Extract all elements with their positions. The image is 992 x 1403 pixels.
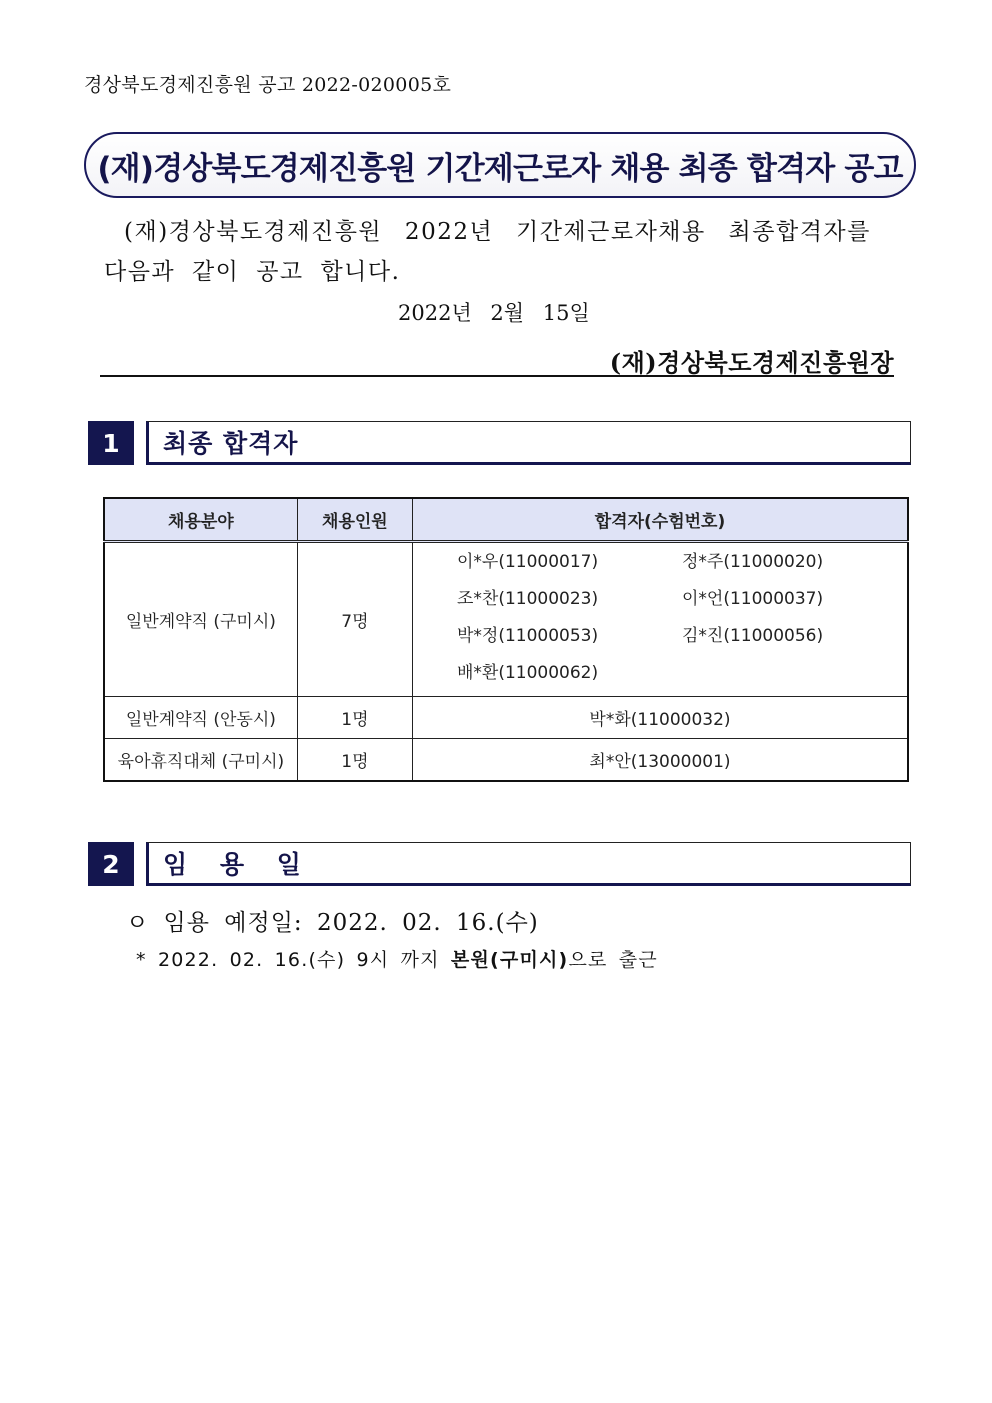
candidates-cell (412, 542, 908, 697)
count-cell: 7명 (297, 542, 412, 697)
header-candidates: 합격자(수험번호) (412, 498, 908, 542)
candidates-cell: 최*안(13000001) (412, 739, 908, 782)
divider (100, 375, 894, 377)
candidate-name: 김*진(11000056) (681, 626, 824, 646)
intro-line-1: (재)경상북도경제진흥원 2022년 기간제근로자채용 최종합격자를 (124, 219, 871, 245)
section-2-title: 임 용 일 (146, 842, 911, 886)
table-row (104, 697, 908, 739)
header-count: 채용인원 (297, 498, 412, 542)
table-header-row (104, 498, 908, 542)
issuer-name: (재)경상북도경제진흥원장 (609, 348, 894, 377)
count-cell: 1명 (297, 739, 412, 782)
appointment-note (136, 945, 658, 972)
announcement-date: 2022년 2월 15일 (398, 301, 590, 325)
candidate-name: 이*우(11000017) (456, 552, 599, 572)
field-cell: 육아휴직대체 (구미시) (104, 739, 297, 782)
intro-line-2: 다음과 같이 공고 합니다. (104, 259, 401, 285)
document-number: 경상북도경제진흥원 공고 2022-020005호 (84, 74, 452, 96)
candidate-name: 정*주(11000020) (681, 552, 824, 572)
page-title: (재)경상북도경제진흥원 기간제근로자 채용 최종 합격자 공고 (97, 150, 903, 187)
title-banner (84, 132, 916, 198)
candidate-name: 조*찬(11000023) (456, 589, 599, 609)
section-1-title: 최종 합격자 (146, 421, 911, 465)
table-row (104, 739, 908, 782)
candidates-cell: 박*화(11000032) (412, 697, 908, 739)
appointment-date-bullet: ㅇ 임용 예정일: 2022. 02. 16.(수) (126, 910, 539, 936)
field-cell: 일반계약직 (안동시) (104, 697, 297, 739)
candidate-name: 배*환(11000062) (456, 663, 599, 683)
candidate-name: 이*언(11000037) (681, 589, 824, 609)
section-1-number: 1 (88, 421, 134, 465)
note-location: 본원(구미시) (450, 949, 569, 971)
note-prefix: * 2022. 02. 16.(수) 9시 까지 (136, 949, 451, 971)
note-suffix: 으로 출근 (568, 949, 658, 971)
count-cell: 1명 (297, 697, 412, 739)
table-row (104, 542, 908, 697)
header-field: 채용분야 (104, 498, 297, 542)
successful-candidates-table (103, 497, 909, 782)
section-2-number: 2 (88, 842, 134, 886)
field-cell: 일반계약직 (구미시) (104, 542, 297, 697)
candidate-name: 박*정(11000053) (456, 626, 599, 646)
